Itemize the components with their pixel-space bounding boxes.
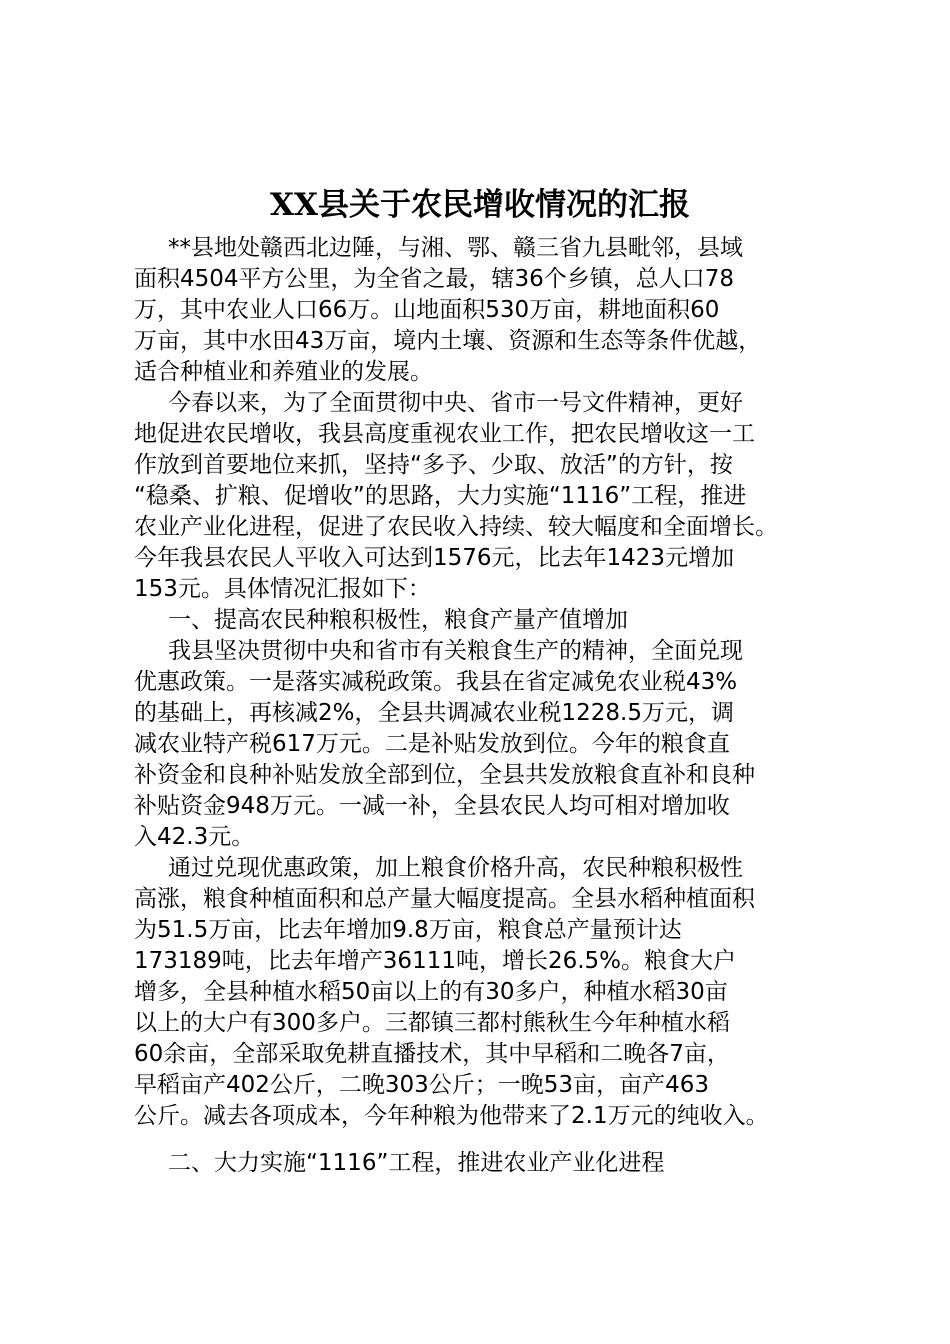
text-line: 173189吨，比去年增产36111吨，增长26.5%。粮食大户 xyxy=(134,948,737,974)
text-line: 60余亩，全部采取免耕直播技术，其中早稻和二晚各7亩， xyxy=(134,1041,730,1067)
section-heading-2 xyxy=(134,1148,854,1179)
text-line: 增多，全县种植水稻50亩以上的有30多户，种植水稻30亩 xyxy=(134,979,728,1005)
text-line: “稳桑、扩粮、促增收”的思路，大力实施“1116”工程，推进 xyxy=(134,483,747,509)
text-line: 补资金和良种补贴发放全部到位，全县共发放粮食直补和良种 xyxy=(134,762,755,788)
text-line: 以上的大户有300多户。三都镇三都村熊秋生今年种植水稻 xyxy=(134,1010,730,1036)
paragraph-overview xyxy=(134,388,854,605)
text-line: 面积4504平方公里，为全省之最，辖36个乡镇，总人口78 xyxy=(134,266,735,292)
text-line: 通过兑现优惠政策，加上粮食价格升高，农民种粮积极性 xyxy=(168,855,743,881)
text-line: 万亩，其中水田43万亩，境内土壤、资源和生态等条件优越， xyxy=(134,328,762,354)
text-line: 今春以来，为了全面贯彻中央、省市一号文件精神，更好 xyxy=(168,390,743,416)
text-line: 适合种植业和养殖业的发展。 xyxy=(134,359,433,385)
text-line: 地促进农民增收，我县高度重视农业工作，把农民增收这一工 xyxy=(134,421,755,447)
text-line: 今年我县农民人平收入可达到1576元，比去年1423元增加 xyxy=(134,545,735,571)
text-line: 我县坚决贯彻中央和省市有关粮食生产的精神，全面兑现 xyxy=(168,638,743,664)
paragraph-grain xyxy=(134,853,854,1132)
text-line: 入42.3元。 xyxy=(134,824,255,850)
text-line: 为51.5万亩，比去年增加9.8万亩，粮食总产量预计达 xyxy=(134,917,682,943)
text-line: **县地处赣西北边陲，与湘、鄂、赣三省九县毗邻，县域 xyxy=(168,235,743,261)
text-line: 早稻亩产402公斤，二晚303公斤；一晚53亩，亩产463 xyxy=(134,1072,709,1098)
text-line: 公斤。减去各项成本，今年种粮为他带来了2.1万元的纯收入。 xyxy=(134,1103,769,1129)
text-line: 农业产业化进程，促进了农民收入持续、较大幅度和全面增长。 xyxy=(134,514,778,540)
text-line: 万，其中农业人口66万。山地面积530万亩，耕地面积60 xyxy=(134,297,720,323)
text-line: 补贴资金948万元。一减一补，全县农民人均可相对增加收 xyxy=(134,793,730,819)
paragraph-intro xyxy=(134,233,854,388)
text-line: 高涨，粮食种植面积和总产量大幅度提高。全县水稻种植面积 xyxy=(134,886,755,912)
text-line: 优惠政策。一是落实减税政策。我县在省定减免农业税43% xyxy=(134,669,738,695)
heading-line: 一、提高农民种粮积极性，粮食产量产值增加 xyxy=(168,607,628,633)
document-title: XX县关于农民增收情况的汇报 xyxy=(269,187,691,223)
section-heading-1 xyxy=(134,605,854,636)
text-line: 的基础上，再核减2%，全县共调减农业税1228.5万元，调 xyxy=(134,700,734,726)
text-line: 153元。具体情况汇报如下： xyxy=(134,576,431,602)
text-line: 作放到首要地位来抓，坚持“多予、少取、放活”的方针，按 xyxy=(134,452,733,478)
text-line: 减农业特产税617万元。二是补贴发放到位。今年的粮食直 xyxy=(134,731,730,757)
heading-line: 二、大力实施“1116”工程，推进农业产业化进程 xyxy=(168,1150,665,1176)
paragraph-policy xyxy=(134,636,854,853)
